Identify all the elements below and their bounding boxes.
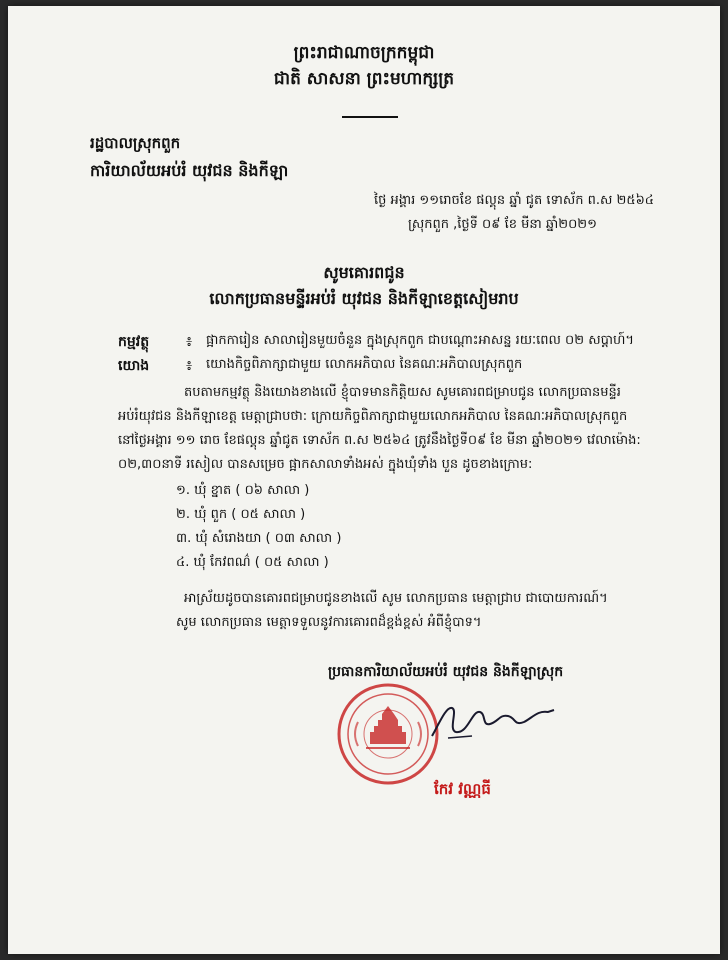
sender-administration: រដ្ឋបាលស្រុកពួក — [90, 134, 181, 152]
body-line: ០២,៣០នាទី រសៀល បានសម្រេច ផ្អាកសាលាទាំងអស់ ក្នុងឃុំទាំង បួន ដូចខាងក្រោម: — [118, 457, 533, 472]
closing-line: អាស្រ័យដូចបានគោរពជម្រាបជូនខាងលើ សូម លោកប្រធាន មេត្តាជ្រាប ជាបោយការណ៍។ — [184, 591, 608, 606]
body-line: នៅថ្ងៃអង្គារ ១១ រោច ខែផល្គុន ឆ្នាំជូត ទោស័ក ព.ស ២៥៦៤ ត្រូវនឹងថ្ងៃទី០៩ ខែ មីនា ឆ្នាំ២០២១ វេលាម៉ោង: — [118, 433, 641, 448]
kingdom-heading: ព្រះរាជាណាចក្រកម្ពុជា — [293, 43, 435, 63]
solar-date: ស្រុកពួក ,ថ្ងៃទី ០៩ ខែ មីនា ឆ្នាំ២០២១ — [408, 217, 597, 232]
recipient: លោកប្រធានមន្ទីរអប់រំ យុវជន និងកីឡាខេត្តសៀមរាប — [209, 289, 519, 308]
subject-label: កម្មវត្ថុ — [118, 334, 150, 350]
header-divider — [342, 116, 398, 118]
handwritten-signature-icon — [428, 696, 558, 746]
reference-text: យោងកិច្ចពិភាក្សាជាមួយ លោកអភិបាល នៃគណៈអភិបាលស្រុកពួក — [206, 357, 523, 372]
reference-label: យោង — [118, 358, 150, 374]
signatory-title: ប្រធានការិយាល័យអប់រំ យុវជន និងកីឡាស្រុក — [328, 664, 564, 680]
signatory-name: កែវ វណ្ណធី — [434, 780, 491, 798]
body-line: អប់រំយុវជន និងកីឡាខេត្ត មេត្តាជ្រាបថា: ក្រោយកិច្ចពិភាក្សាជាមួយលោកអភិបាល នៃគណៈអភិបាលស្រុកពួក — [118, 409, 628, 424]
sender-office: ការិយាល័យអប់រំ យុវជន និងកីឡា — [90, 161, 289, 180]
subject-text: ផ្អាកការៀន សាលារៀនមួយចំនួន ក្នុងស្រុកពួក ជាបណ្ដោះអាសន្ន រយៈពេល ០២ សប្ដាហ៍។ — [206, 333, 634, 348]
official-seal-icon — [336, 682, 440, 786]
commune-item: ៤. ឃុំ កែវពណ៌ ( ០៥ សាលា ) — [176, 555, 329, 570]
greeting: សូមគោរពជូន — [323, 263, 405, 282]
commune-item: ១. ឃុំ ខ្នាត ( ០៦ សាលា ) — [176, 483, 310, 498]
commune-item: ៣. ឃុំ សំរោងយា ( ០៣ សាលា ) — [176, 531, 342, 546]
closing-line: សូម លោកប្រធាន មេត្តាទទួលនូវការគោរពដ៏ខ្ពង់ខ្ពស់ អំពីខ្ញុំបាទ។ — [176, 615, 482, 630]
commune-item: ២. ឃុំ ពួក ( ០៥ សាលា ) — [176, 507, 306, 522]
subject-colon: ៖ — [186, 334, 193, 350]
national-motto: ជាតិ សាសនា ព្រះមហាក្សត្រ — [273, 69, 455, 89]
lunar-date: ថ្ងៃ អង្គារ ១១រោចខែ ផល្គុន ឆ្នាំ ជូត ទោស័ក ព.ស ២៥៦៤ — [374, 193, 654, 208]
reference-colon: ៖ — [186, 358, 193, 374]
letter-page — [8, 6, 720, 954]
body-line: តបតាមកម្មវត្ថុ និងយោងខាងលើ ខ្ញុំបាទមានកិត្តិយស សូមគោរពជម្រាបជូន លោកប្រធានមន្ទីរ — [184, 385, 621, 400]
